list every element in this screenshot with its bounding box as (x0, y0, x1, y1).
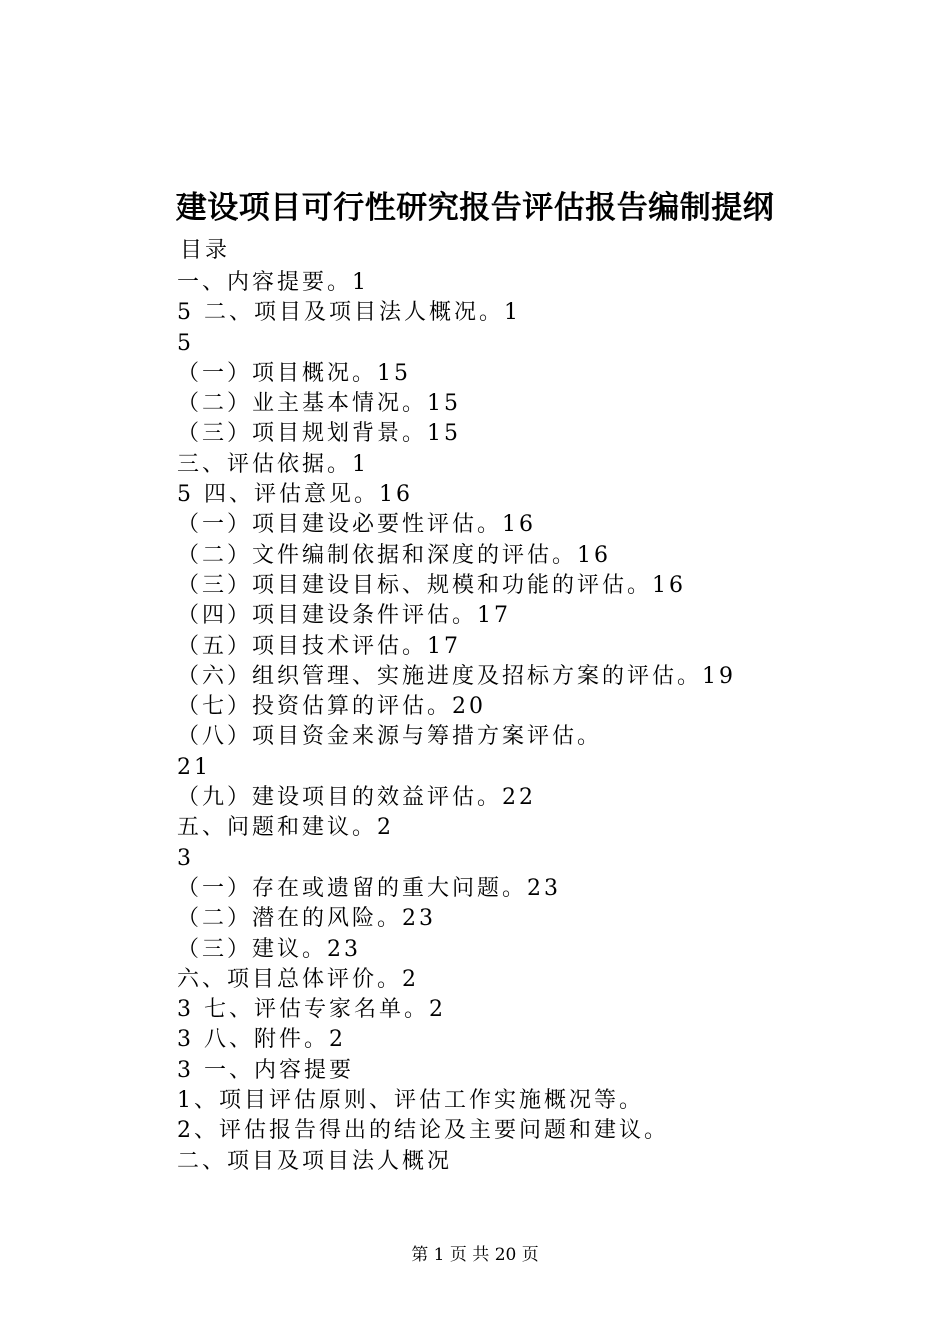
text-line: 21 (177, 754, 211, 780)
text-line: 5 二、项目及项目法人概况。1 (177, 300, 521, 326)
text-line: 二、项目及项目法人概况 (177, 1148, 453, 1174)
text-line: （一）存在或遗留的重大问题。23 (177, 875, 561, 901)
toc-heading: 目录 (180, 238, 231, 263)
text-line: （三）建议。23 (177, 936, 361, 962)
text-line: 2、评估报告得出的结论及主要问题和建议。 (177, 1118, 669, 1144)
text-line: 一、内容提要。1 (177, 270, 369, 295)
text-line: （一）项目建设必要性评估。16 (177, 512, 536, 538)
text-line: （三）项目规划背景。15 (177, 421, 461, 447)
text-line: 五、问题和建议。2 (177, 815, 394, 841)
text-line: （七）投资估算的评估。20 (177, 694, 486, 720)
text-line: （九）建设项目的效益评估。22 (177, 785, 536, 811)
document-title: 建设项目可行性研究报告评估报告编制提纲 (175, 190, 775, 226)
text-line: 5 (177, 330, 194, 356)
text-line: 1、项目评估原则、评估工作实施概况等。 (177, 1088, 644, 1114)
text-line: 六、项目总体评价。2 (177, 966, 419, 992)
page-footer: 第 1 页 共 20 页 (411, 1245, 539, 1265)
text-line: （六）组织管理、实施进度及招标方案的评估。19 (177, 663, 736, 689)
text-line: （三）项目建设目标、规模和功能的评估。16 (177, 572, 686, 598)
text-line: （二）潜在的风险。23 (177, 906, 436, 932)
text-line: 3 (177, 845, 194, 871)
text-line: 3 七、评估专家名单。2 (177, 997, 446, 1023)
text-line: （五）项目技术评估。17 (177, 633, 461, 659)
text-line: （二）业主基本情况。15 (177, 391, 461, 417)
text-line: 三、评估依据。1 (177, 451, 369, 477)
text-line: （一）项目概况。15 (177, 360, 411, 386)
text-line: （四）项目建设条件评估。17 (177, 603, 511, 629)
text-line: （八）项目资金来源与筹措方案评估。 (177, 724, 603, 750)
text-line: 5 四、评估意见。16 (177, 482, 413, 508)
text-line: 3 一、内容提要 (177, 1057, 354, 1083)
text-line: （二）文件编制依据和深度的评估。16 (177, 542, 611, 568)
document-body (177, 268, 897, 1177)
text-line: 3 八、附件。2 (177, 1027, 346, 1053)
